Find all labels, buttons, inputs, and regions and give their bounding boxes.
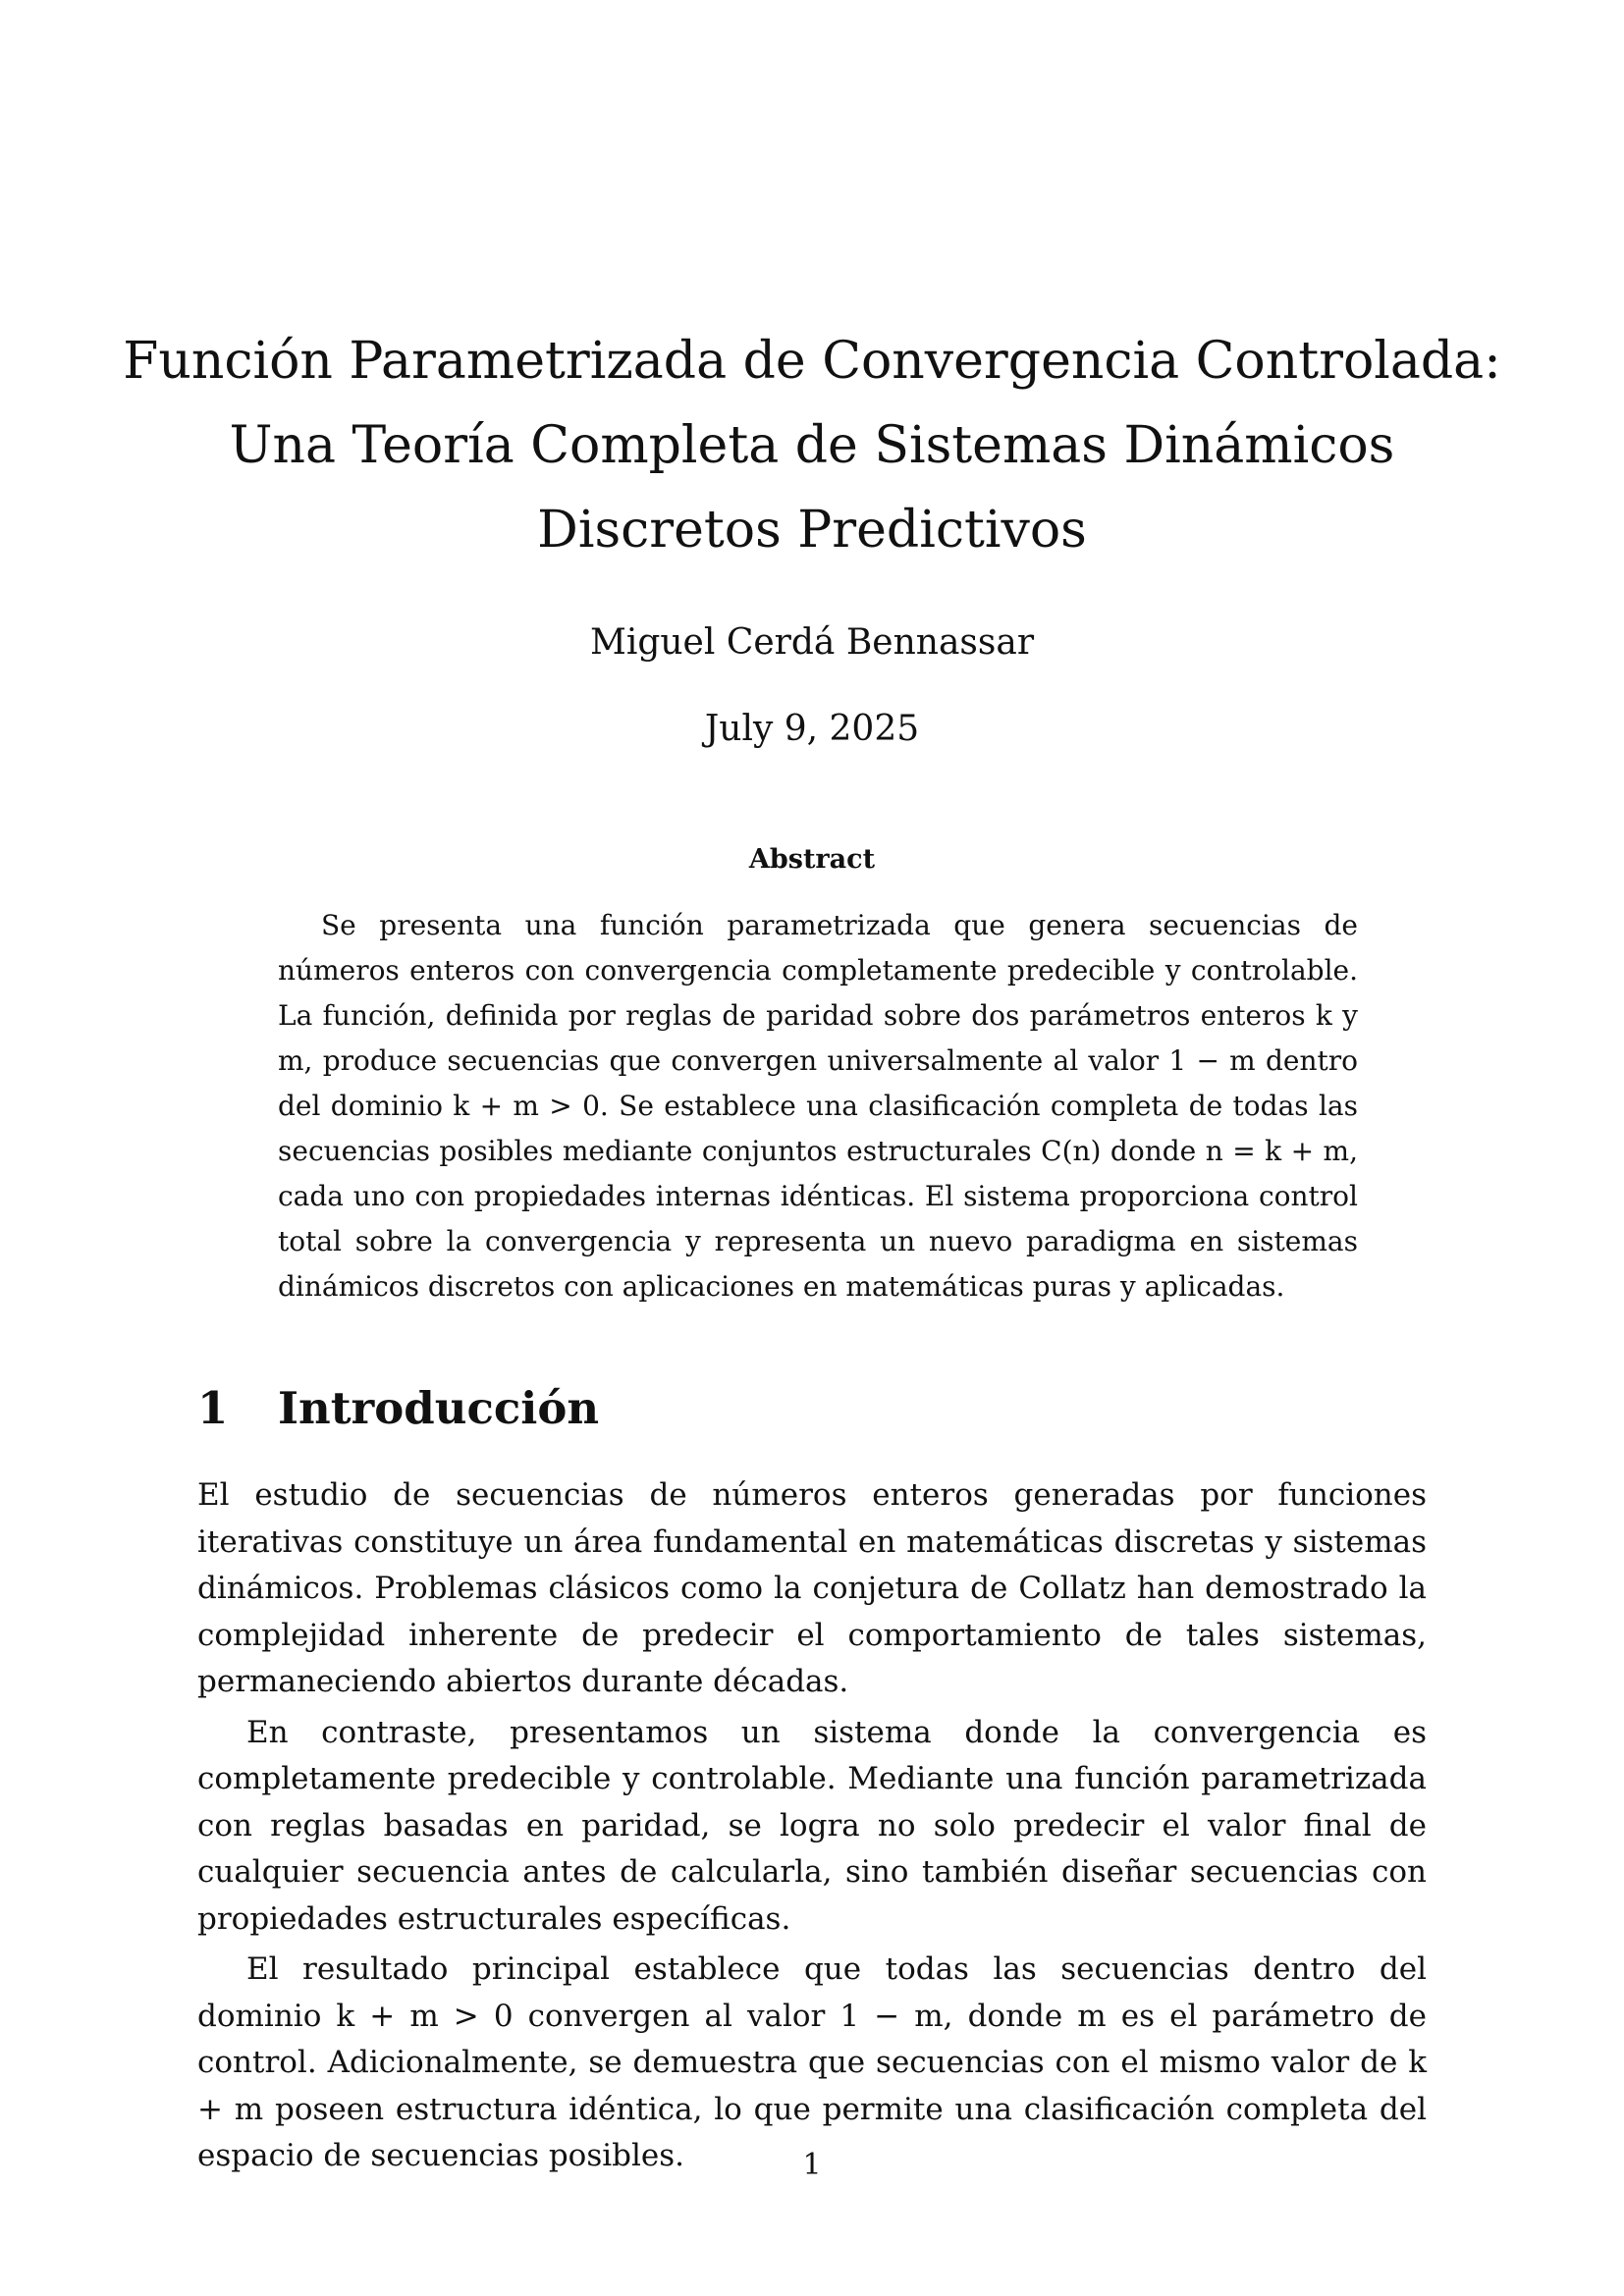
title-line: Discretos Predictivos bbox=[537, 501, 1087, 560]
body-paragraph: En contraste, presentamos un sistema donde la convergencia es completamente predecible y controlable. Mediante una función parametrizada con reglas basadas en paridad, se logra no solo predecir el valor final de cualquier secuencia antes de calcularla, sino también diseñar secuencias con propiedades estructurales específicas. bbox=[197, 1714, 1427, 1937]
section-body bbox=[197, 1472, 1427, 2184]
section-title: Introducción bbox=[278, 1382, 600, 1434]
title-line: Función Parametrizada de Convergencia Controlada: bbox=[123, 332, 1501, 391]
page-number: 1 bbox=[802, 2148, 822, 2182]
body-paragraph: El estudio de secuencias de números enteros generadas por funciones iterativas constituye un área fundamental en matemáticas discretas y sistemas dinámicos. Problemas clásicos como la conjetura de Collatz han demostrado la complejidad inherente de predecir el comportamiento de tales sistemas, permaneciendo abiertos durante décadas. bbox=[197, 1477, 1427, 1699]
abstract-heading: Abstract bbox=[748, 844, 876, 875]
body-paragraph: El resultado principal establece que todas las secuencias dentro del dominio k + m > 0 convergen al valor 1 − m, donde m es el parámetro de control. Adicionalmente, se demuestra que secuencias con el mismo valor de k + m poseen estructura idéntica, lo que permite una clasificación completa del espacio de secuencias posibles. bbox=[197, 1951, 1427, 2173]
author-name: Miguel Cerdá Bennassar bbox=[589, 622, 1035, 663]
section-number: 1 bbox=[197, 1382, 229, 1434]
section-heading bbox=[197, 1379, 599, 1438]
publication-date: July 9, 2025 bbox=[704, 709, 920, 749]
abstract-text: Se presenta una función parametrizada que genera secuencias de números enteros con convergencia completamente predecible y controlable. La función, definida por reglas de paridad sobre dos parámetros enteros k y m, produce secuencias que convergen universalmente al valor 1 − m dentro del dominio k + m > 0. Se establece una clasificación completa de todas las secuencias posibles mediante conjuntos estructurales C(n) donde n = k + m, cada uno con propiedades internas idénticas. El sistema proporciona control total sobre la convergencia y representa un nuevo paradigma en sistemas dinámicos discretos con aplicaciones en matemáticas puras y aplicadas. bbox=[278, 909, 1358, 1303]
paper-title bbox=[0, 319, 1624, 572]
title-line: Una Teoría Completa de Sistemas Dinámicos bbox=[229, 416, 1395, 475]
